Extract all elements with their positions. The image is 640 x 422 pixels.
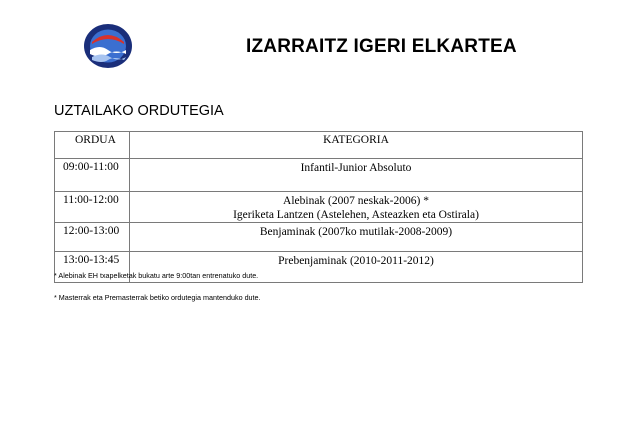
time-cell: 11:00-12:00 [55, 192, 130, 223]
category-cell [130, 223, 583, 252]
table-row [55, 192, 583, 223]
category-cell [130, 192, 583, 223]
category-cell [130, 159, 583, 192]
category-text: Infantil-Junior Absoluto [300, 162, 412, 174]
time-cell: 09:00-11:00 [55, 159, 130, 192]
club-logo [80, 22, 136, 70]
footnote-masterrak: * Masterrak eta Premasterrak betiko ordutegia mantenduko dute. [54, 293, 261, 302]
category-text: Prebenjaminak (2010-2011-2012) [278, 255, 434, 267]
table-row [55, 159, 583, 192]
page-title: IZARRAITZ IGERI ELKARTEA [246, 36, 517, 57]
category-text: Alebinak (2007 neskak-2006) * [283, 195, 429, 207]
footnote-alebinak: * Alebinak EH txapelketak bukatu arte 9:00tan entrenatuko dute. [54, 271, 259, 280]
schedule-table [54, 131, 583, 283]
column-header-time: ORDUA [55, 132, 130, 159]
time-cell: 13:00-13:45 [55, 252, 130, 283]
category-extra-text: Igeriketa Lantzen (Astelehen, Asteazken eta Ostirala) [233, 209, 479, 221]
section-title: UZTAILAKO ORDUTEGIA [54, 103, 224, 119]
table-row [55, 223, 583, 252]
table-header-row [55, 132, 583, 159]
time-cell: 12:00-13:00 [55, 223, 130, 252]
category-text: Benjaminak (2007ko mutilak-2008-2009) [259, 226, 453, 238]
column-header-category: KATEGORIA [130, 132, 583, 159]
